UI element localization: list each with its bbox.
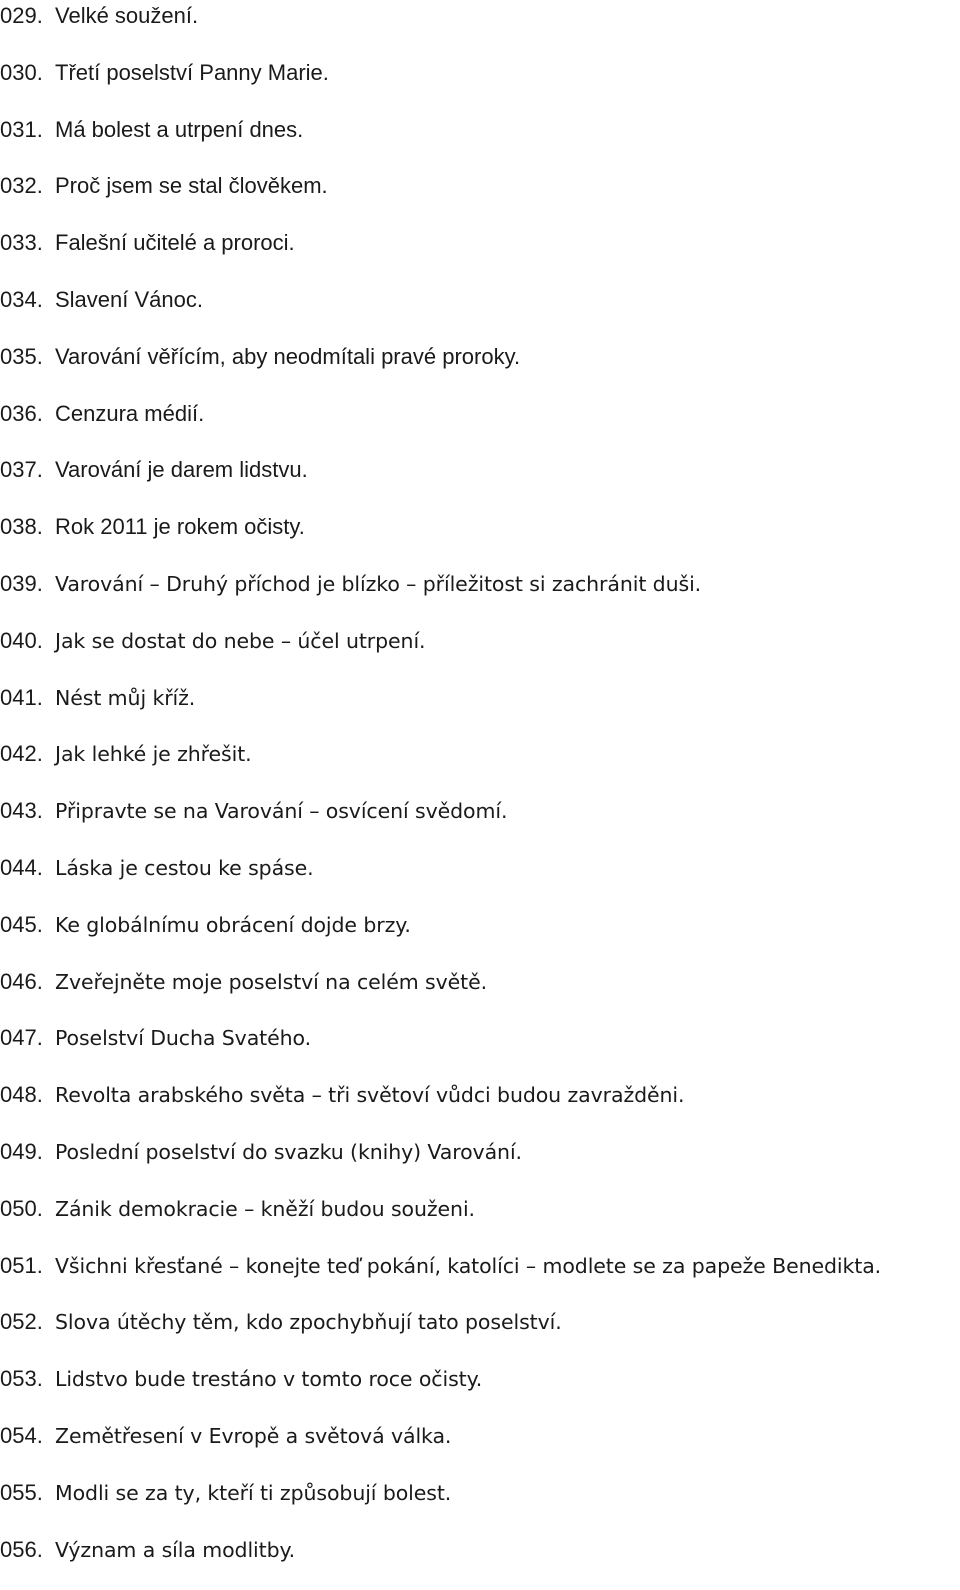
item-number: 042.	[0, 741, 43, 767]
list-item	[0, 227, 960, 284]
list-item	[0, 114, 960, 171]
list-item	[0, 568, 960, 625]
item-number: 030.	[0, 59, 43, 85]
item-number: 035.	[0, 343, 43, 369]
item-title: Rok 2011 je rokem očisty.	[55, 514, 305, 540]
item-number: 029.	[0, 3, 43, 28]
item-number: 048.	[0, 1082, 43, 1108]
list-item	[0, 1363, 960, 1420]
list-item	[0, 682, 960, 739]
item-title: Proč jsem se stal člověkem.	[55, 173, 328, 199]
item-title: Falešní učitelé a proroci.	[55, 230, 295, 256]
item-title: Poselství Ducha Svatého.	[55, 1026, 311, 1051]
item-number: 044.	[0, 854, 43, 880]
item-title: Zemětřesení v Evropě a světová válka.	[55, 1423, 452, 1448]
list-item	[0, 170, 960, 227]
item-number: 032.	[0, 173, 43, 199]
item-number: 036.	[0, 400, 43, 426]
list-item	[0, 341, 960, 398]
item-title: Poslední poselství do svazku (knihy) Varování.	[55, 1139, 522, 1164]
item-number: 050.	[0, 1195, 43, 1221]
item-number: 055.	[0, 1479, 43, 1505]
item-number: 034.	[0, 286, 43, 312]
item-title: Připravte se na Varování – osvícení svědomí.	[55, 799, 508, 824]
list-item	[0, 1420, 960, 1477]
item-title: Všichni křesťané – konejte teď pokání, katolíci – modlete se za papeže Benedikta.	[55, 1253, 882, 1278]
list-item	[0, 1250, 960, 1307]
list-item	[0, 909, 960, 966]
item-number: 046.	[0, 968, 43, 994]
item-title: Varování – Druhý příchod je blízko – příležitost si zachránit duši.	[55, 571, 702, 596]
item-title: Má bolest a utrpení dnes.	[55, 116, 304, 142]
item-number: 051.	[0, 1252, 43, 1278]
list-item	[0, 1022, 960, 1079]
list-item	[0, 795, 960, 852]
item-number: 038.	[0, 514, 43, 540]
item-number: 056.	[0, 1536, 43, 1562]
item-number: 031.	[0, 116, 43, 142]
list-item	[0, 1306, 960, 1363]
item-title: Láska je cestou ke spáse.	[55, 855, 314, 880]
item-number: 047.	[0, 1025, 43, 1051]
item-number: 041.	[0, 684, 43, 710]
item-title: Slova útěchy těm, kdo zpochybňují tato poselství.	[55, 1310, 562, 1335]
item-title: Zveřejněte moje poselství na celém světě.	[55, 969, 488, 994]
item-title: Lidstvo bude trestáno v tomto roce očisty.	[55, 1367, 483, 1392]
item-number: 054.	[0, 1422, 43, 1448]
list-item	[0, 1534, 960, 1590]
list-item	[0, 1193, 960, 1250]
item-number: 049.	[0, 1138, 43, 1164]
list-item	[0, 1477, 960, 1534]
item-title: Jak se dostat do nebe – účel utrpení.	[55, 628, 426, 653]
item-title: Třetí poselství Panny Marie.	[55, 59, 329, 85]
list-item	[0, 852, 960, 909]
list-item	[0, 1079, 960, 1136]
list-item	[0, 454, 960, 511]
item-number: 039.	[0, 570, 43, 596]
item-title: Velké soužení.	[55, 3, 199, 28]
item-title: Revolta arabského světa – tři světoví vůdci budou zavražděni.	[55, 1083, 685, 1108]
item-number: 053.	[0, 1366, 43, 1392]
item-title: Modli se za ty, kteří ti způsobují bolest.	[55, 1480, 452, 1505]
item-title: Varování věřícím, aby neodmítali pravé proroky.	[55, 343, 521, 369]
list-item	[0, 625, 960, 682]
item-number: 040.	[0, 627, 43, 653]
item-title: Význam a síla modlitby.	[55, 1537, 296, 1562]
item-title: Jak lehké je zhřešit.	[55, 742, 252, 767]
list-item	[0, 57, 960, 114]
item-number: 045.	[0, 911, 43, 937]
item-title: Cenzura médií.	[55, 400, 205, 426]
list-item	[0, 0, 960, 57]
item-title: Slavení Vánoc.	[55, 286, 203, 312]
item-title: Zánik demokracie – kněží budou souženi.	[55, 1196, 475, 1221]
list-item	[0, 1136, 960, 1193]
list-item	[0, 284, 960, 341]
list-item	[0, 398, 960, 455]
list-item	[0, 738, 960, 795]
list-item	[0, 511, 960, 568]
list-item	[0, 966, 960, 1023]
item-title: Nést můj kříž.	[55, 685, 196, 710]
item-number: 033.	[0, 230, 43, 256]
item-title: Ke globálnímu obrácení dojde brzy.	[55, 912, 411, 937]
item-number: 043.	[0, 798, 43, 824]
item-title: Varování je darem lidstvu.	[55, 457, 308, 483]
item-number: 052.	[0, 1309, 43, 1335]
item-number: 037.	[0, 457, 43, 483]
